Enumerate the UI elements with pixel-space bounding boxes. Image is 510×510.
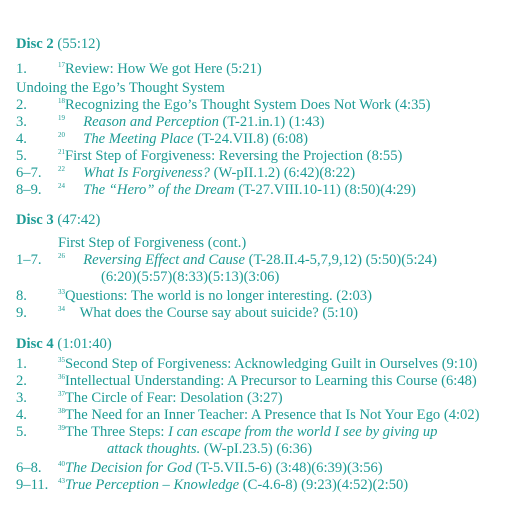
disc-2-title: Disc 2 (55:12) (16, 36, 101, 52)
disc-3-title: Disc 3 (47:42) (16, 212, 101, 228)
track-continuation: attack thoughts. (W-pI.23.5) (6:36) (107, 441, 313, 457)
track-continuation: (6:20)(5:57)(8:33)(5:13)(3:06) (101, 269, 280, 285)
section-heading: Undoing the Ego’s Thought System (16, 80, 225, 96)
disc-4-title: Disc 4 (1:01:40) (16, 336, 112, 352)
track-list-page: Disc 2 (55:12) 1. $^{17}$Review: How We got Here (5:21) Undoing the Ego’s Thought System 2. $^{18}$Recognizing the Ego’s Thought System Does Not Work (4:35) 3. $^{19}$ Reason and Perception (T-21.in.1) (1:43) 4. $^{20}$ The Meeting Place (T-24.VII.8) (6:08) 5. $^{21}$First Step of Forgiveness: Reversing the Projection (8:55) 6–7. $^{22}$ What Is Forgiveness? (W-pII.1.2) (6:42)(8:22) 8–9. $^{24}$ The “Hero” of the Dream (T-27.VIII.10-11) (8:50)(4:29) Disc 3 (47:42) First Step of Forgiveness (cont.) 1–7. $^{26}$ Reversing Effect and Cause (T-28.II.4-5,7,9,12) (5:50)(5:24) (6:20)(5:57)(8:33)(5:13)(3:06) 8. $^{33}$Questions: The world is no longer interesting. (2:03) 9. $^{34}$ What does the Course say about suicide? (5:10) Disc 4 (1:01:40) 1. $^{35}$Second Step of Forgiveness: Acknowledging Guilt in Ourselves (9:10) 2. $^{36}$Intellectual Understanding: A Precursor to Learning this Course (6:48) 3. $^{37}$The Circle of Fear: Desolation (3:27) 4. $^{38}$The Need for an Inner Teacher: A Presence that Is Not Your Ego (4:02) 5. $^{39}$The Three Steps: I can escape from the world I see by giving up attack thoughts. (W-pI.23.5) (6:36) 6–8. $^{40}$The Decision for God (T-5.VII.5-6) (3:48)(6:39)(3:56) 9–11. $^{43}$True Perception – Knowledge (C-4.6-8) (9:23)(4:52)(2:50) (16, 36, 480, 493)
section-heading: First Step of Forgiveness (cont.) (58, 235, 247, 251)
